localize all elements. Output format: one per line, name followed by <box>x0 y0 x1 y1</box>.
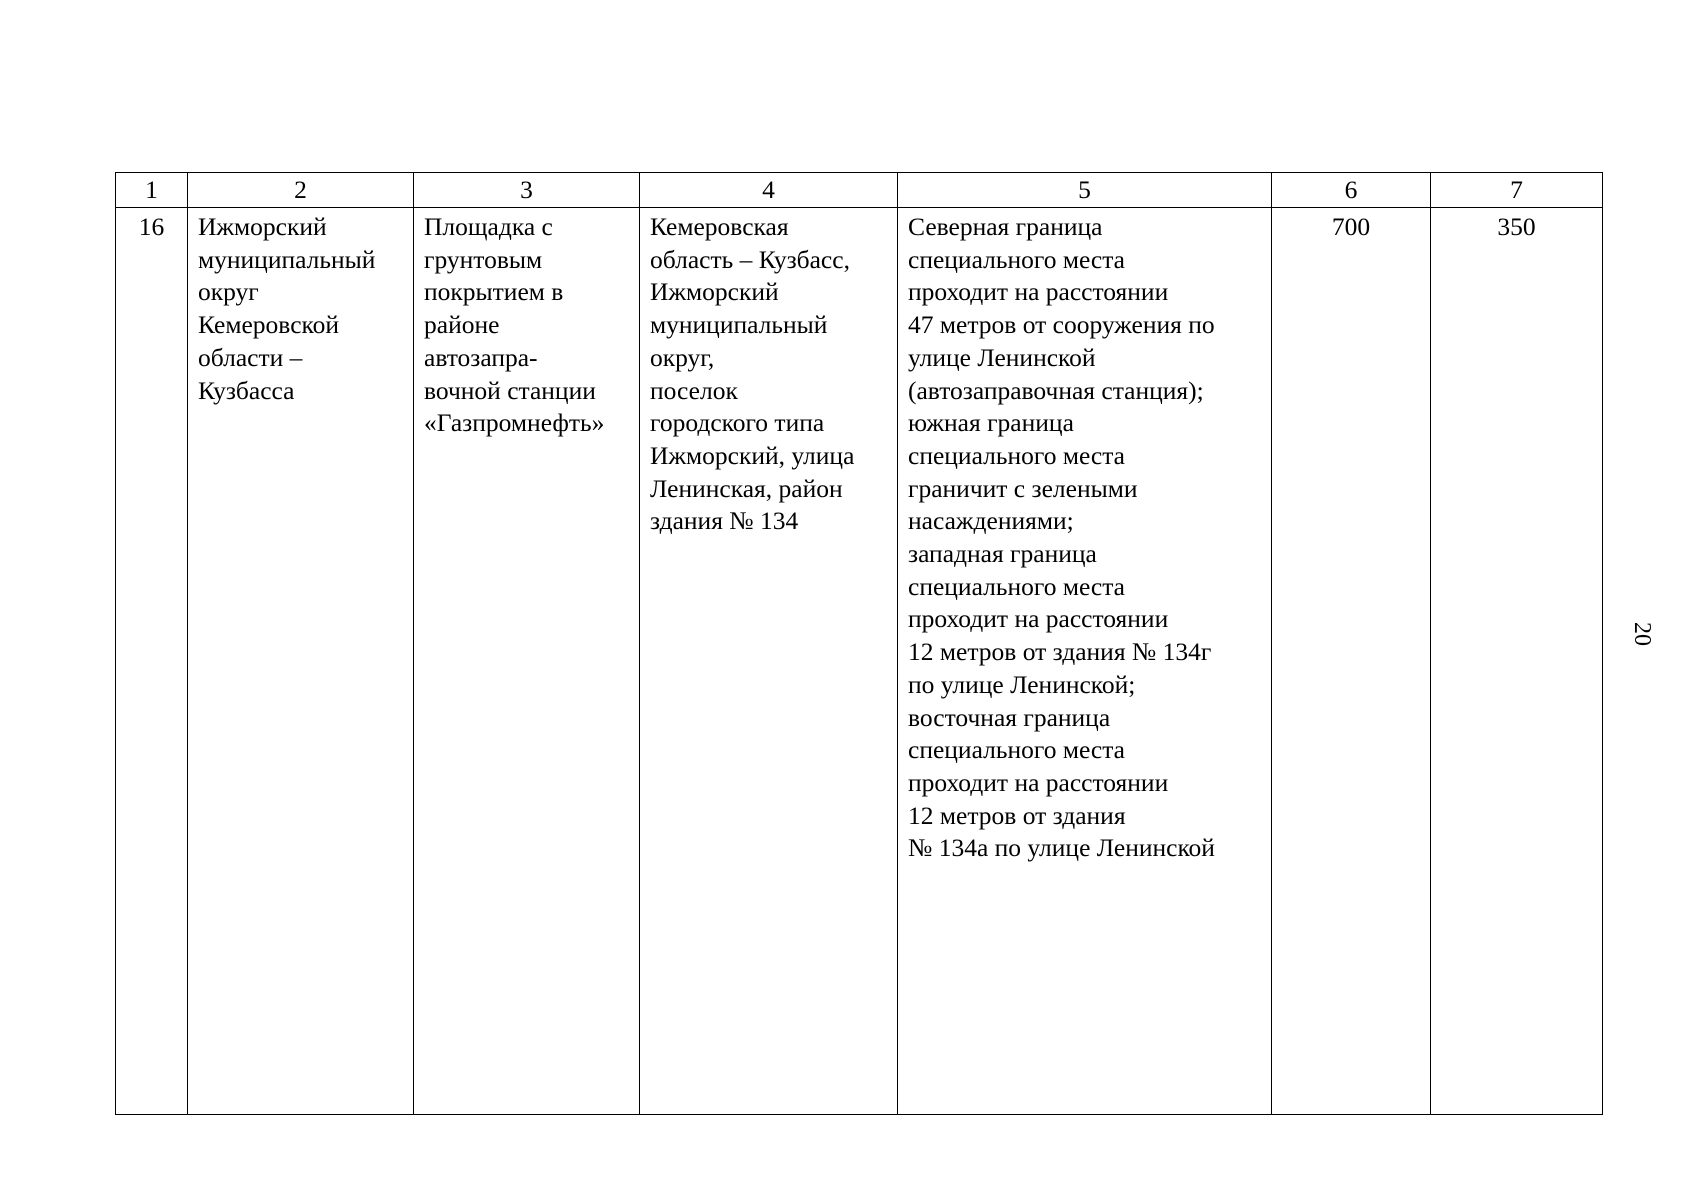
site-description-cell <box>414 208 640 1115</box>
boundaries-cell <box>898 208 1272 1115</box>
header-cell-5: 5 <box>898 173 1272 208</box>
page-number: 20 <box>1629 622 1655 646</box>
boundaries-text: Северная граница специального места проходит на расстоянии 47 метров от сооружения по улице Ленинской (автозаправочная станция); южная граница специального места граничит с зелеными насаждениями; западная граница специального места проходит на расстоянии 12 метров от здания № 134г по улице Ленинской; восточная граница специального места проходит на расстоянии 12 метров от здания № 134а по улице Ленинской <box>908 212 1215 863</box>
header-cell-4: 4 <box>640 173 898 208</box>
table-header-row <box>116 173 1603 208</box>
municipality-cell <box>188 208 414 1115</box>
value-cell-6 <box>1272 208 1431 1115</box>
value-6: 700 <box>1331 212 1371 241</box>
document-table <box>115 172 1603 1115</box>
site-description-text: Площадка с грунтовым покрытием в районе автозапра- вочной станции «Газпромнефть» <box>424 212 605 438</box>
value-cell-7 <box>1431 208 1603 1115</box>
header-cell-2: 2 <box>188 173 414 208</box>
header-cell-1: 1 <box>116 173 188 208</box>
address-cell <box>640 208 898 1115</box>
header-cell-3: 3 <box>414 173 640 208</box>
table-row <box>116 208 1603 1115</box>
header-cell-7: 7 <box>1431 173 1603 208</box>
row-number: 16 <box>138 212 165 241</box>
header-cell-6: 6 <box>1272 173 1431 208</box>
value-7: 350 <box>1497 212 1536 241</box>
row-number-cell <box>116 208 188 1115</box>
municipality-text: Ижморский муниципальный округ Кемеровской области – Кузбасса <box>198 212 376 405</box>
address-text: Кемеровская область – Кузбасс, Ижморский муниципальный округ, поселок городского типа Ижморский, улица Ленинская, район здания № 134 <box>650 212 855 536</box>
